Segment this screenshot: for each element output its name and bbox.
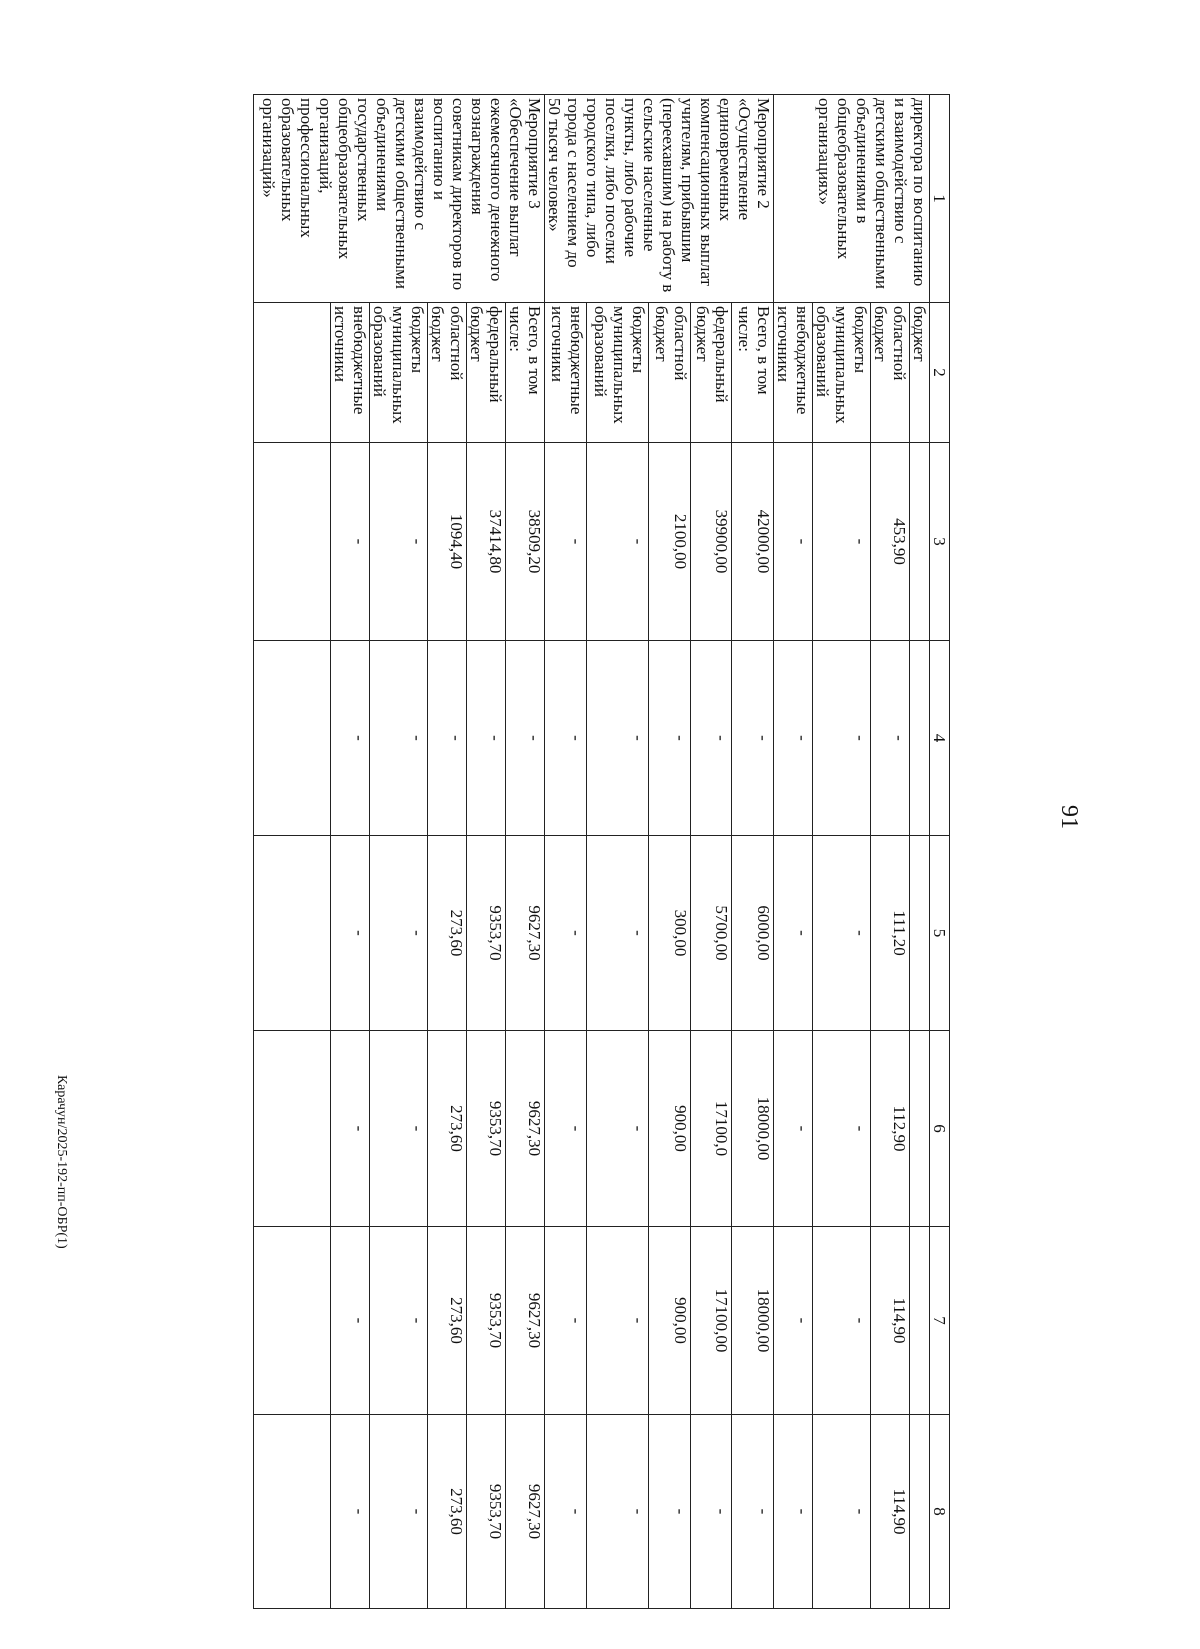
value-cell-col6: - <box>774 1031 813 1227</box>
funding-source <box>545 303 587 443</box>
header-row <box>930 95 950 1609</box>
measure-name-line: организациях» <box>815 98 834 205</box>
budget-table <box>253 94 950 1609</box>
value-cell-col6: - <box>586 1031 648 1227</box>
measure-name-line: учителям, прибывшим <box>678 98 697 263</box>
value-cell-col3: - <box>370 443 428 641</box>
measure-name-line: «Осуществление <box>735 98 754 221</box>
col-header-6: 6 <box>930 1031 950 1227</box>
value-cell-col6 <box>910 1031 930 1227</box>
measure-name-line: организаций, <box>316 98 335 194</box>
value-cell-col6: - <box>370 1031 428 1227</box>
measure-name-line: «Обеспечение выплат <box>506 98 525 257</box>
funding-source-line: областной <box>890 306 909 381</box>
value-cell-col4: - <box>813 641 871 836</box>
value-cell-col7: - <box>545 1227 587 1415</box>
col-header-1: 1 <box>930 95 950 303</box>
measure-name <box>254 95 545 303</box>
funding-source-line: образований <box>590 306 610 397</box>
value-cell-col3: - <box>586 443 648 641</box>
value-cell-col6: 18000,00 <box>732 1031 774 1227</box>
funding-source-line: областной <box>447 306 466 381</box>
value-cell-col4: - <box>648 641 690 836</box>
table-row <box>370 95 428 1609</box>
funding-source <box>331 303 370 443</box>
measure-name-line: сельские населенные <box>640 98 659 252</box>
value-cell-col3: - <box>774 443 813 641</box>
value-cell-col5 <box>910 836 930 1031</box>
value-cell-col7: - <box>331 1227 370 1415</box>
funding-source <box>506 303 545 443</box>
col-header-3: 3 <box>930 443 950 641</box>
value-cell-col7: - <box>774 1227 813 1415</box>
value-cell-col8: 9627,30 <box>506 1415 545 1609</box>
measure-name-line: общеобразовательных <box>335 98 354 260</box>
value-cell-col7: 17100,00 <box>690 1227 732 1415</box>
table-row <box>467 95 506 1609</box>
funding-source <box>910 303 930 443</box>
measure-name-line: компенсационных выплат <box>697 98 716 286</box>
table-row <box>586 95 648 1609</box>
funding-source-line: числе: <box>735 306 754 352</box>
value-cell-col5: 5700,00 <box>690 836 732 1031</box>
measure-name-line: объединениями в <box>853 98 872 224</box>
funding-source-line: федеральный <box>486 306 505 403</box>
value-cell-col5: - <box>370 836 428 1031</box>
value-cell-col6: 9627,30 <box>506 1031 545 1227</box>
value-cell-col6: 900,00 <box>648 1031 690 1227</box>
measure-name-line: воспитанию и <box>430 98 449 200</box>
funding-source-line: Всего, в том <box>754 306 773 395</box>
funding-source-line: муниципальных <box>389 306 408 424</box>
col-header-4: 4 <box>930 641 950 836</box>
funding-source-line: бюджет <box>693 306 713 362</box>
value-cell-col8 <box>910 1415 930 1609</box>
funding-source-line: источники <box>331 306 350 383</box>
value-cell-col3: 2100,00 <box>648 443 690 641</box>
value-cell-col7: 900,00 <box>648 1227 690 1415</box>
value-cell-col4 <box>254 641 331 836</box>
value-cell-col3: 453,90 <box>871 443 910 641</box>
funding-source-line: бюджет <box>871 306 890 362</box>
funding-source-line: внебюджетные <box>566 306 586 415</box>
measure-name-line: пункты, либо рабочие <box>621 98 640 258</box>
value-cell-col4: - <box>506 641 545 836</box>
value-cell-col3: 39900,00 <box>690 443 732 641</box>
value-cell-col8: - <box>545 1415 587 1609</box>
col-header-7: 7 <box>930 1227 950 1415</box>
table-row <box>331 95 370 1609</box>
value-cell-col5: 300,00 <box>648 836 690 1031</box>
funding-source <box>648 303 690 443</box>
value-cell-col7 <box>254 1227 331 1415</box>
value-cell-col8: - <box>648 1415 690 1609</box>
funding-source-line: бюджеты <box>851 306 870 374</box>
funding-source-line: образований <box>813 306 832 397</box>
funding-source <box>871 303 910 443</box>
value-cell-col7: 273,60 <box>428 1227 467 1415</box>
measure-name-line: города с населением до <box>564 98 583 268</box>
funding-source-line: Всего, в том <box>525 306 544 395</box>
value-cell-col7 <box>910 1227 930 1415</box>
value-cell-col4: - <box>774 641 813 836</box>
value-cell-col6: 9353,70 <box>467 1031 506 1227</box>
table-row <box>774 95 813 1609</box>
measure-name-line: детскими общественными <box>872 98 891 289</box>
measure-name-line: взаимодействию с <box>411 98 430 231</box>
measure-name <box>774 95 930 303</box>
footer-code: Карачун/2025-192-пп-ОБР(1) <box>54 1075 69 1249</box>
value-cell-col3 <box>910 443 930 641</box>
funding-source-line <box>311 306 330 439</box>
value-cell-col3: - <box>545 443 587 641</box>
measure-name-line: государственных <box>354 98 373 222</box>
table-row <box>506 95 545 1609</box>
measure-name-line: ежемесячного денежного <box>487 98 506 282</box>
value-cell-col8: - <box>732 1415 774 1609</box>
table-row <box>732 95 774 1609</box>
measure-name-line: Мероприятие 3 <box>525 98 544 209</box>
table-body <box>254 95 950 1609</box>
value-cell-col3 <box>254 443 331 641</box>
table-row <box>690 95 732 1609</box>
funding-source-line: федеральный <box>712 306 732 403</box>
value-cell-col4: - <box>732 641 774 836</box>
table-row <box>910 95 930 1609</box>
col-header-8: 8 <box>930 1415 950 1609</box>
measure-name-line: 50 тысяч человек» <box>545 98 564 232</box>
value-cell-col8: - <box>370 1415 428 1609</box>
value-cell-col4: - <box>331 641 370 836</box>
value-cell-col6: - <box>813 1031 871 1227</box>
value-cell-col4: - <box>690 641 732 836</box>
table-row <box>871 95 910 1609</box>
funding-source <box>370 303 428 443</box>
funding-source <box>732 303 774 443</box>
value-cell-col5: - <box>331 836 370 1031</box>
table-row <box>428 95 467 1609</box>
value-cell-col4: - <box>871 641 910 836</box>
measure-name-line: вознаграждения <box>468 98 487 215</box>
col-header-5: 5 <box>930 836 950 1031</box>
value-cell-col8: - <box>774 1415 813 1609</box>
funding-source <box>467 303 506 443</box>
value-cell-col5: 9627,30 <box>506 836 545 1031</box>
measure-name-line: городского типа, либо <box>583 98 602 258</box>
value-cell-col8: 273,60 <box>428 1415 467 1609</box>
value-cell-col7: - <box>370 1227 428 1415</box>
value-cell-col6: 17100,0 <box>690 1031 732 1227</box>
funding-source-line: бюджет <box>651 306 671 362</box>
funding-source <box>690 303 732 443</box>
value-cell-col5: 9353,70 <box>467 836 506 1031</box>
table-row <box>545 95 587 1609</box>
value-cell-col4 <box>910 641 930 836</box>
value-cell-col5 <box>254 836 331 1031</box>
value-cell-col3: 38509,20 <box>506 443 545 641</box>
value-cell-col4: - <box>467 641 506 836</box>
measure-name <box>545 95 774 303</box>
value-cell-col3: - <box>331 443 370 641</box>
funding-source-line: бюджет <box>467 306 486 362</box>
value-cell-col4: - <box>586 641 648 836</box>
funding-source-line: областной <box>670 306 690 381</box>
funding-source-line: числе: <box>506 306 525 352</box>
value-cell-col3: 42000,00 <box>732 443 774 641</box>
value-cell-col8: - <box>813 1415 871 1609</box>
value-cell-col5: - <box>586 836 648 1031</box>
funding-source-line: бюджет <box>910 306 929 362</box>
value-cell-col8: - <box>331 1415 370 1609</box>
funding-source-line: образований <box>370 306 389 397</box>
value-cell-col7: 18000,00 <box>732 1227 774 1415</box>
value-cell-col4: - <box>545 641 587 836</box>
value-cell-col5: 273,60 <box>428 836 467 1031</box>
value-cell-col6: 112,90 <box>871 1031 910 1227</box>
measure-name-line: Мероприятие 2 <box>754 98 773 209</box>
value-cell-col7: 114,90 <box>871 1227 910 1415</box>
measure-name-line: поселки, либо поселки <box>602 98 621 264</box>
measure-name-line: советникам директоров по <box>449 98 468 291</box>
value-cell-col6: - <box>331 1031 370 1227</box>
measure-name-line: организаций» <box>259 98 278 198</box>
value-cell-col4: - <box>370 641 428 836</box>
funding-source-line: внебюджетные <box>793 306 812 415</box>
value-cell-col5: 6000,00 <box>732 836 774 1031</box>
value-cell-col7: - <box>813 1227 871 1415</box>
value-cell-col5: - <box>545 836 587 1031</box>
value-cell-col6: 273,60 <box>428 1031 467 1227</box>
measure-name-line: общеобразовательных <box>834 98 853 260</box>
funding-source-line: бюджеты <box>408 306 427 374</box>
value-cell-col5: - <box>813 836 871 1031</box>
measure-name-line: единовременных <box>716 98 735 222</box>
value-cell-col5: 111,20 <box>871 836 910 1031</box>
value-cell-col7: - <box>586 1227 648 1415</box>
measure-name-line: профессиональных <box>297 98 316 238</box>
value-cell-col8: - <box>586 1415 648 1609</box>
funding-source <box>586 303 648 443</box>
value-cell-col8: 9353,70 <box>467 1415 506 1609</box>
measure-name-line: объединениями <box>373 98 392 212</box>
measure-name-line: детскими общественными <box>392 98 411 289</box>
value-cell-col4: - <box>428 641 467 836</box>
value-cell-col3: 37414,80 <box>467 443 506 641</box>
funding-source <box>774 303 813 443</box>
measure-name-line: (переехавшим) на работу в <box>659 98 678 293</box>
value-cell-col7: 9627,30 <box>506 1227 545 1415</box>
measure-name-line: образовательных <box>278 98 297 222</box>
col-header-2: 2 <box>930 303 950 443</box>
value-cell-col5: - <box>774 836 813 1031</box>
measure-name-line: и взаимодействию с <box>891 98 910 244</box>
funding-source-line: муниципальных <box>832 306 851 424</box>
funding-source-line: внебюджетные <box>350 306 369 415</box>
value-cell-col8: 114,90 <box>871 1415 910 1609</box>
value-cell-col6: - <box>545 1031 587 1227</box>
value-cell-col8 <box>254 1415 331 1609</box>
value-cell-col3: - <box>813 443 871 641</box>
funding-source <box>428 303 467 443</box>
funding-source-line: источники <box>774 306 793 383</box>
measure-name-line: директора по воспитанию <box>910 98 929 287</box>
funding-source-line: муниципальных <box>609 306 629 424</box>
value-cell-col7: 9353,70 <box>467 1227 506 1415</box>
table-row <box>254 95 331 1609</box>
funding-source-line: источники <box>547 306 567 383</box>
value-cell-col6 <box>254 1031 331 1227</box>
value-cell-col8: - <box>690 1415 732 1609</box>
page-number: 91 <box>1056 805 1082 829</box>
table-row <box>813 95 871 1609</box>
value-cell-col3: 1094,40 <box>428 443 467 641</box>
table-row <box>648 95 690 1609</box>
funding-source <box>254 303 331 443</box>
funding-source-line: бюджеты <box>628 306 648 374</box>
funding-source <box>813 303 871 443</box>
funding-source-line: бюджет <box>428 306 447 362</box>
